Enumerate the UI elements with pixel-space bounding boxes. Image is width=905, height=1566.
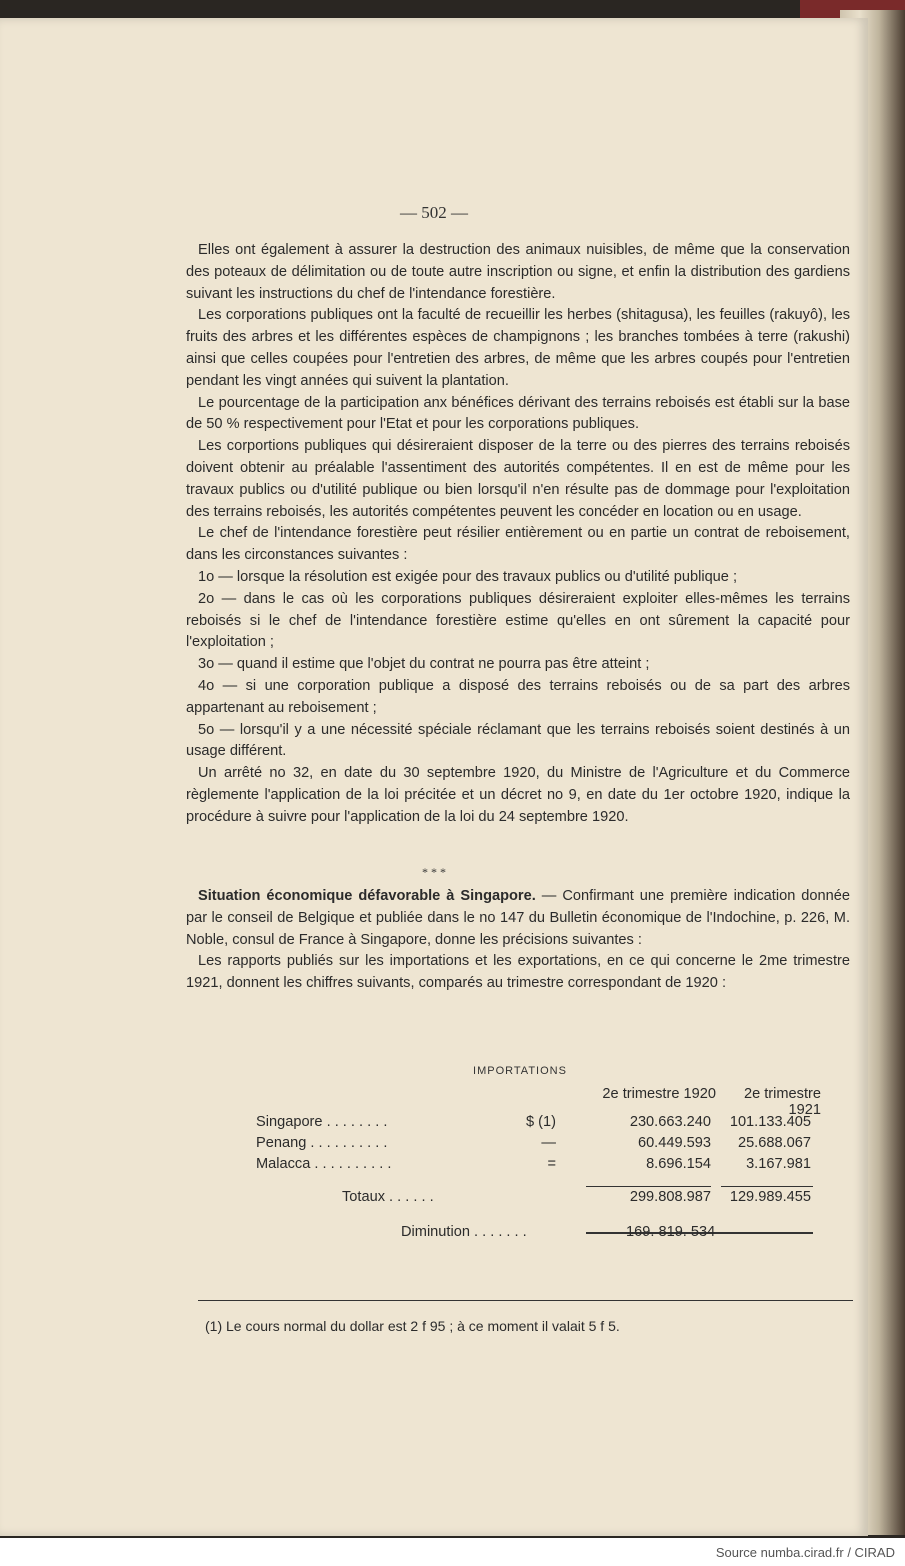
imports-table xyxy=(256,1086,821,1245)
table-row: Singapore . . . . . . . . $ (1) 230.663.240 101.133.405 xyxy=(256,1114,811,1130)
paragraph: Le chef de l'intendance forestière peut résilier entièrement ou en partie un contrat de reboisement, dans les circonstances suivantes : xyxy=(186,525,850,564)
diminution-row: Diminution . . . . . . . 169. 819. 534 xyxy=(401,1224,716,1240)
list-item: 2o — dans le cas où les corporations publiques désireraient exploiter elles-mêmes les terrains reboisés si le chef de l'intendance forestière estime qu'elles en ont sûrement la capacité pour l'exploitation ; xyxy=(186,590,850,651)
list-item: 5o — lorsqu'il y a une nécessité spéciale réclamant que les terrains reboisés soient destinés à un usage différent. xyxy=(186,721,850,760)
table-row: Penang . . . . . . . . . . — 60.449.593 25.688.067 xyxy=(256,1135,811,1151)
section-title: Situation économique défavorable à Singapore. xyxy=(198,888,536,904)
paragraph: Les rapports publiés sur les importations et les exportations, en ce qui concerne le 2me trimestre 1921, donnent les chiffres suivants, comparés au trimestre correspondant de 1920 : xyxy=(186,953,850,992)
paragraph: Le pourcentage de la participation anx bénéfices dérivant des terrains reboisés est établi sur la base de 50 % respectivement pour l'Etat et pour les corporations publiques. xyxy=(186,394,850,433)
page-number: — 502 — xyxy=(400,203,468,222)
list-item: 3o — quand il estime que l'objet du contrat ne pourra pas être atteint ; xyxy=(198,656,650,673)
paragraph: Un arrêté no 32, en date du 30 septembre 1920, du Ministre de l'Agriculture et du Commerce règlemente l'application de la loi précitée et un décret no 9, en date du 1er octobre 1920, indique la procédure à suivre pour l'application de la loi du 24 septembre 1920. xyxy=(186,765,850,825)
source-credit: Source numba.cirad.fr / CIRAD xyxy=(715,1545,895,1560)
sum-rule xyxy=(721,1186,813,1187)
column-header: 2e trimestre 1920 xyxy=(602,1086,716,1102)
list-item: 1o — lorsque la résolution est exigée pour des travaux publics ou d'utilité publique ; xyxy=(198,568,738,585)
paragraph: Les corportions publiques qui désireraient disposer de la terre ou des pierres des terrains reboisés doivent obtenir au préalable l'assentiment des autorités compétentes. Il en est de même pour les travaux publics ou d'utilité publique ou bien lorsqu'il n'en résulte pas de dommage pour l'exploitation des terrains reboisés, les autorités compétentes peuvent les concéder en location ou en usage. xyxy=(186,438,850,520)
footnote-rule xyxy=(198,1300,853,1301)
body-text xyxy=(186,240,850,829)
scanned-page xyxy=(0,18,868,1536)
table-row: Malacca . . . . . . . . . . = 8.696.154 3.167.981 xyxy=(256,1156,811,1172)
column-header: 2e trimestre 1921 xyxy=(743,1086,821,1118)
totals-row: Totaux . . . . . . 299.808.987 129.989.455 xyxy=(342,1189,811,1205)
section-text xyxy=(186,886,850,995)
table-title: IMPORTATIONS xyxy=(473,1065,567,1077)
list-item: 4o — si une corporation publique a disposé des terrains reboisés ou de sa part des arbres appartenant au reboisement ; xyxy=(186,677,850,716)
sum-rule xyxy=(586,1186,711,1187)
section-intro: — Confirmant une première indication donnée par le conseil de Belgique et publiée dans le no 147 du Bulletin économique de l'Indochine, p. 226, M. Noble, consul de France à Singapore, donne les précisions suivantes : xyxy=(186,888,850,948)
paragraph: Les corporations publiques ont la faculté de recueillir les herbes (shitagusa), les feuilles (rakuyô), les fruits des arbres et les différentes espèces de champignons ; les branches tombées à terre (rakushi) ainsi que celles coupées pour l'entretien des arbres, de même que les arbres coupés pour l'entretien pendant les vingt années qui suivent la plantation. xyxy=(186,307,850,389)
section-separator: * * * xyxy=(422,865,446,879)
paragraph: Elles ont également à assurer la destruction des animaux nuisibles, de même que la conservation des poteaux de délimitation ou de toute autre inscription ou signe, et enfin la distribution des gardiens suivant les instructions du chef de l'intendance forestière. xyxy=(186,242,850,302)
footnote: (1) Le cours normal du dollar est 2 f 95 ; à ce moment il valait 5 f 5. xyxy=(205,1318,620,1334)
